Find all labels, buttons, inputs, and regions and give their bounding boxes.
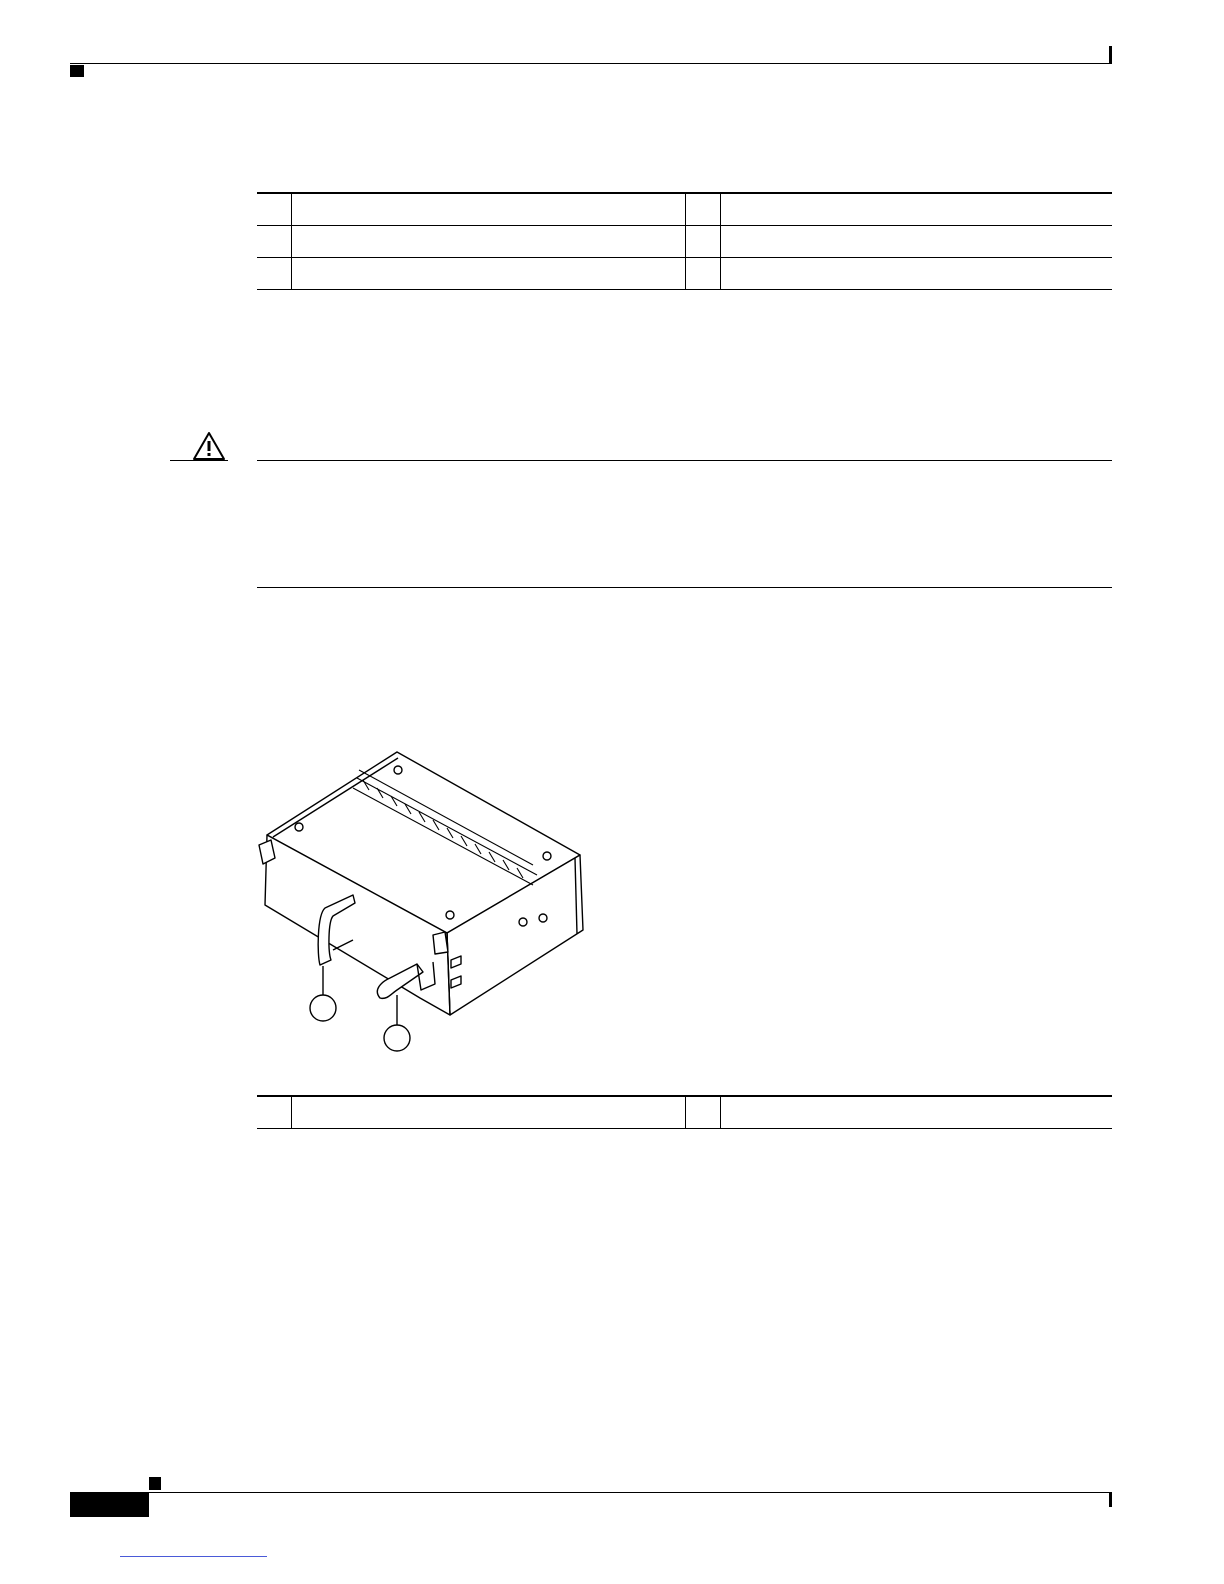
footer-end-tick — [1109, 1493, 1112, 1507]
caution-rule-top — [257, 460, 1112, 461]
callout-number — [686, 226, 721, 258]
table-row — [257, 226, 1112, 258]
callout-description — [292, 258, 686, 290]
legend-table-top — [257, 192, 1112, 290]
module-illustration — [245, 740, 595, 1070]
callout-description — [721, 226, 1113, 258]
callout-description — [721, 1096, 1113, 1129]
callout-description — [292, 226, 686, 258]
callout-number — [257, 226, 292, 258]
footer-marker-square — [149, 1477, 161, 1490]
callout-description — [292, 1096, 686, 1129]
table-row — [257, 1096, 1112, 1129]
callout-number — [257, 1096, 292, 1129]
footer-rule — [70, 1492, 1112, 1493]
callout-number — [686, 193, 721, 226]
callout-description — [721, 193, 1113, 226]
callout-description — [292, 193, 686, 226]
legend-table-bottom — [257, 1095, 1112, 1129]
header-rule — [70, 63, 1112, 64]
callout-number — [257, 193, 292, 226]
callout-description — [721, 258, 1113, 290]
footer-link-underline[interactable] — [120, 1556, 267, 1557]
callout-number — [686, 258, 721, 290]
caution-rule-bottom — [257, 587, 1112, 588]
footer-page-block — [70, 1493, 149, 1517]
caution-label-rule — [170, 460, 228, 461]
header-end-tick — [1109, 46, 1112, 63]
table-row — [257, 193, 1112, 226]
header-marker-square — [70, 65, 84, 77]
warning-triangle-icon — [192, 431, 226, 461]
callout-number — [257, 258, 292, 290]
table-row — [257, 258, 1112, 290]
callout-number — [686, 1096, 721, 1129]
